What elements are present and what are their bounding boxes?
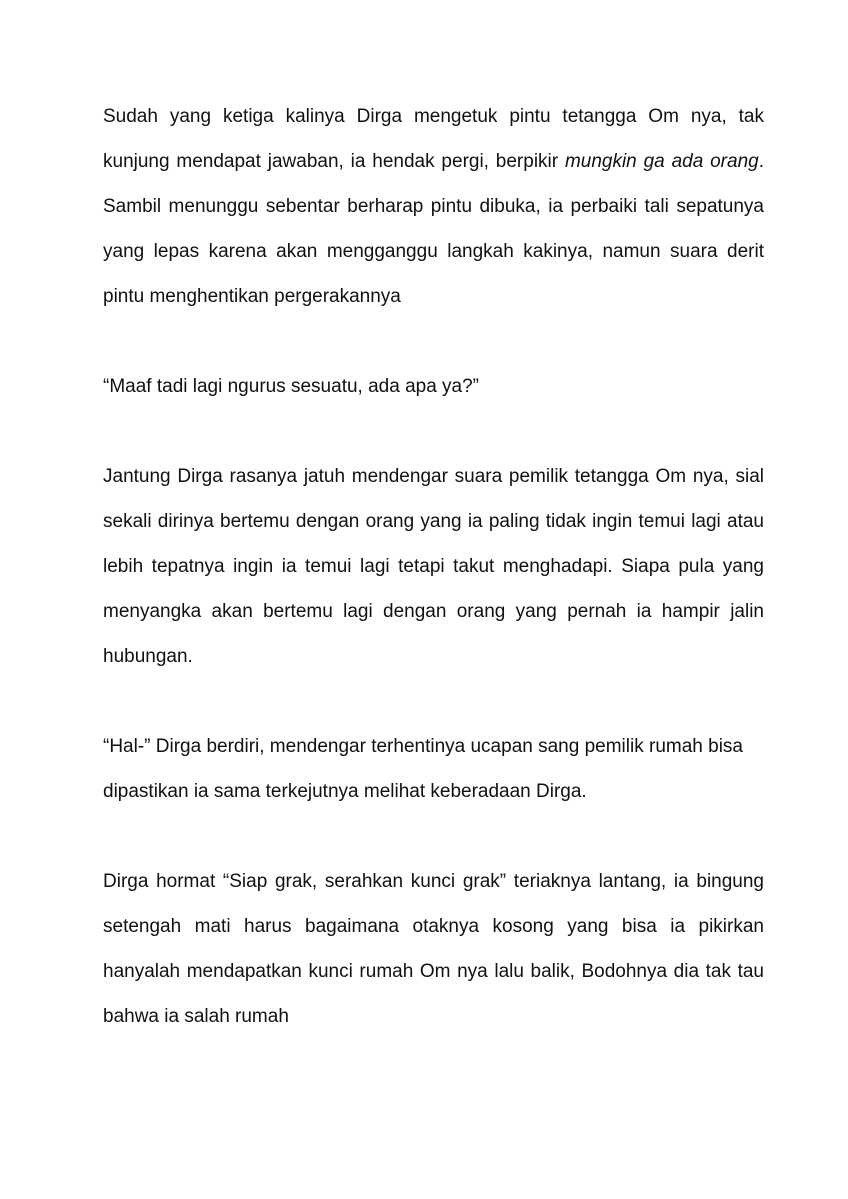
paragraph-1-italic-text: mungkin ga ada orang <box>564 151 759 172</box>
paragraph-1-text-a: Sudah yang ketiga kalinya Dirga mengetuk pintu tetangga Om nya, tak kunjung mendapat jawaban, ia hendak pergi, berpikir <box>103 106 764 172</box>
paragraph-5: Dirga hormat “Siap grak, serahkan kunci grak” teriaknya lantang, ia bingung setengah mati harus bagaimana otaknya kosong yang bisa ia pikirkan hanyalah mendapatkan kunci rumah Om nya lalu balik, Bodohnya dia tak tau bahwa ia salah rumah <box>103 871 764 1027</box>
paragraph-1-text-b: . Sambil menunggu sebentar berharap pintu dibuka, ia perbaiki tali sepatunya yang lepas karena akan mengganggu langkah kakinya, namun suara derit pintu menghentikan pergerakannya <box>103 151 764 307</box>
paragraph-4: “Hal-” Dirga berdiri, mendengar terhentinya ucapan sang pemilik rumah bisa dipastikan ia sama terkejutnya melihat keberadaan Dirga. <box>103 736 743 802</box>
paragraph-1 <box>103 94 764 319</box>
paragraph-3: Jantung Dirga rasanya jatuh mendengar suara pemilik tetangga Om nya, sial sekali dirinya bertemu dengan orang yang ia paling tidak ingin temui lagi atau lebih tepatnya ingin ia temui lagi tetapi takut menghadapi. Siapa pula yang menyangka akan bertemu lagi dengan orang yang pernah ia hampir jalin hubungan. <box>103 466 764 667</box>
document-body <box>103 94 764 1084</box>
paragraph-2: “Maaf tadi lagi ngurus sesuatu, ada apa ya?” <box>103 376 480 397</box>
